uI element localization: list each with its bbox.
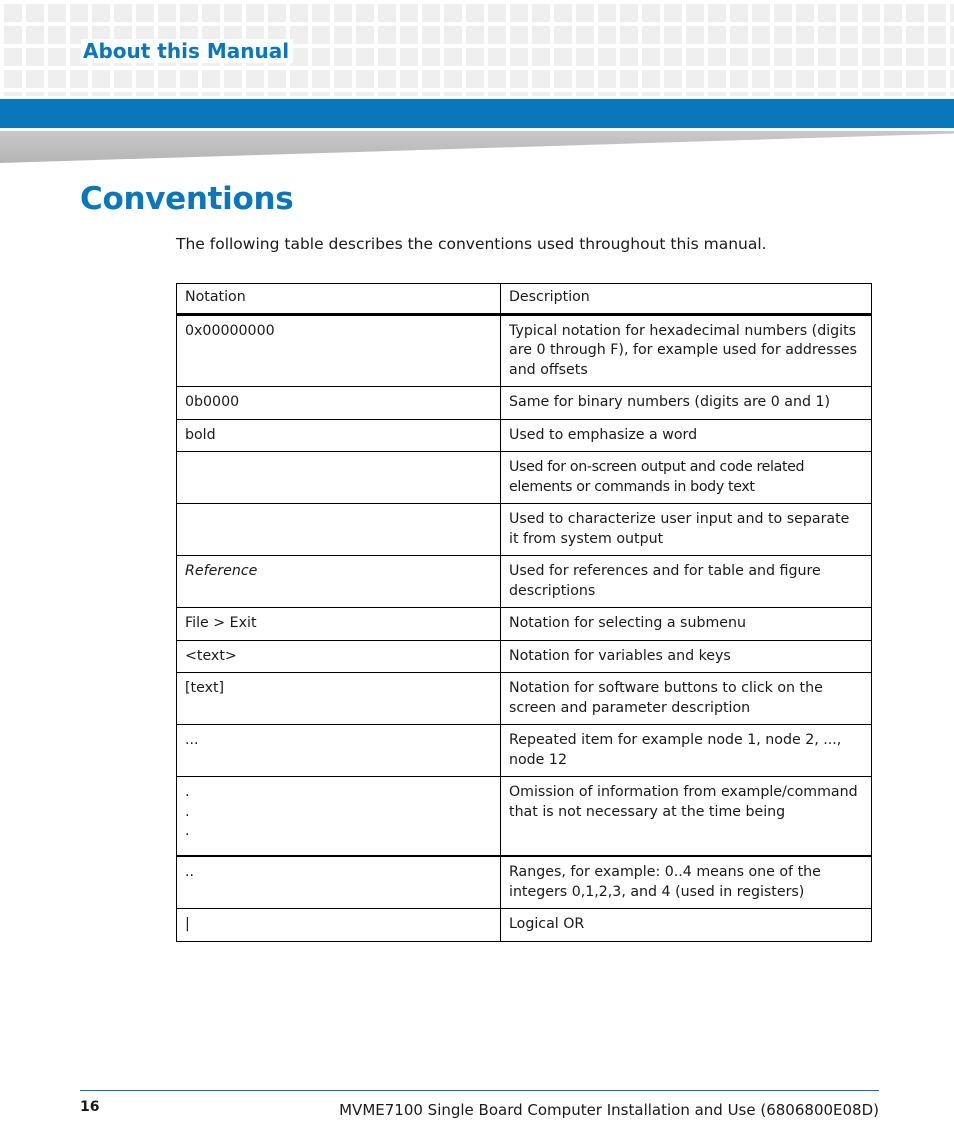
description-cell: Logical OR xyxy=(501,909,872,942)
document-title: MVME7100 Single Board Computer Installation and Use (6806800E08D) xyxy=(339,1101,879,1119)
notation-cell: [text] xyxy=(177,673,501,725)
table-header-row xyxy=(177,284,872,315)
table-row xyxy=(177,640,872,673)
table-row xyxy=(177,314,872,387)
description-cell: Used for on-screen output and code related elements or commands in body text xyxy=(501,452,872,504)
table-row xyxy=(177,419,872,452)
table-row xyxy=(177,504,872,556)
description-cell: Repeated item for example node 1, node 2, ..., node 12 xyxy=(501,725,872,777)
notation-cell: ... xyxy=(177,725,501,777)
table-row xyxy=(177,856,872,909)
table-row xyxy=(177,387,872,420)
notation-cell xyxy=(177,452,501,504)
table-row xyxy=(177,452,872,504)
notation-cell xyxy=(177,504,501,556)
notation-italic-text: Reference xyxy=(185,563,258,579)
column-header-notation: Notation xyxy=(177,284,501,315)
section-title: About this Manual xyxy=(81,39,293,63)
description-cell: Typical notation for hexadecimal numbers (digits are 0 through F), for example used for addresses and offsets xyxy=(501,314,872,387)
table-row xyxy=(177,725,872,777)
header-blue-bar xyxy=(0,99,954,128)
conventions-table xyxy=(176,283,872,942)
description-cell: Omission of information from example/command that is not necessary at the time being xyxy=(501,777,872,857)
table-row xyxy=(177,608,872,641)
notation-cell xyxy=(177,556,501,608)
notation-ellipsis-text: . . . xyxy=(185,784,190,839)
notation-cell: 0x00000000 xyxy=(177,314,501,387)
notation-cell xyxy=(177,777,501,857)
intro-text: The following table describes the conventions used throughout this manual. xyxy=(176,235,767,253)
footer-rule xyxy=(80,1090,879,1091)
notation-cell: bold xyxy=(177,419,501,452)
table-row xyxy=(177,556,872,608)
description-cell: Used for references and for table and figure descriptions xyxy=(501,556,872,608)
description-cell: Ranges, for example: 0..4 means one of the integers 0,1,2,3, and 4 (used in registers) xyxy=(501,856,872,909)
header-gray-wedge xyxy=(0,131,954,163)
table-row xyxy=(177,777,872,857)
notation-cell: .. xyxy=(177,856,501,909)
table-row xyxy=(177,673,872,725)
description-cell: Notation for selecting a submenu xyxy=(501,608,872,641)
description-cell: Same for binary numbers (digits are 0 and 1) xyxy=(501,387,872,420)
notation-cell: File > Exit xyxy=(177,608,501,641)
column-header-description: Description xyxy=(501,284,872,315)
notation-cell: <text> xyxy=(177,640,501,673)
notation-cell: 0b0000 xyxy=(177,387,501,420)
page-heading: Conventions xyxy=(80,181,294,217)
description-cell: Notation for software buttons to click on the screen and parameter description xyxy=(501,673,872,725)
page-number: 16 xyxy=(80,1099,100,1115)
table-row xyxy=(177,909,872,942)
description-cell: Used to characterize user input and to separate it from system output xyxy=(501,504,872,556)
description-cell: Used to emphasize a word xyxy=(501,419,872,452)
description-cell: Notation for variables and keys xyxy=(501,640,872,673)
notation-cell: | xyxy=(177,909,501,942)
